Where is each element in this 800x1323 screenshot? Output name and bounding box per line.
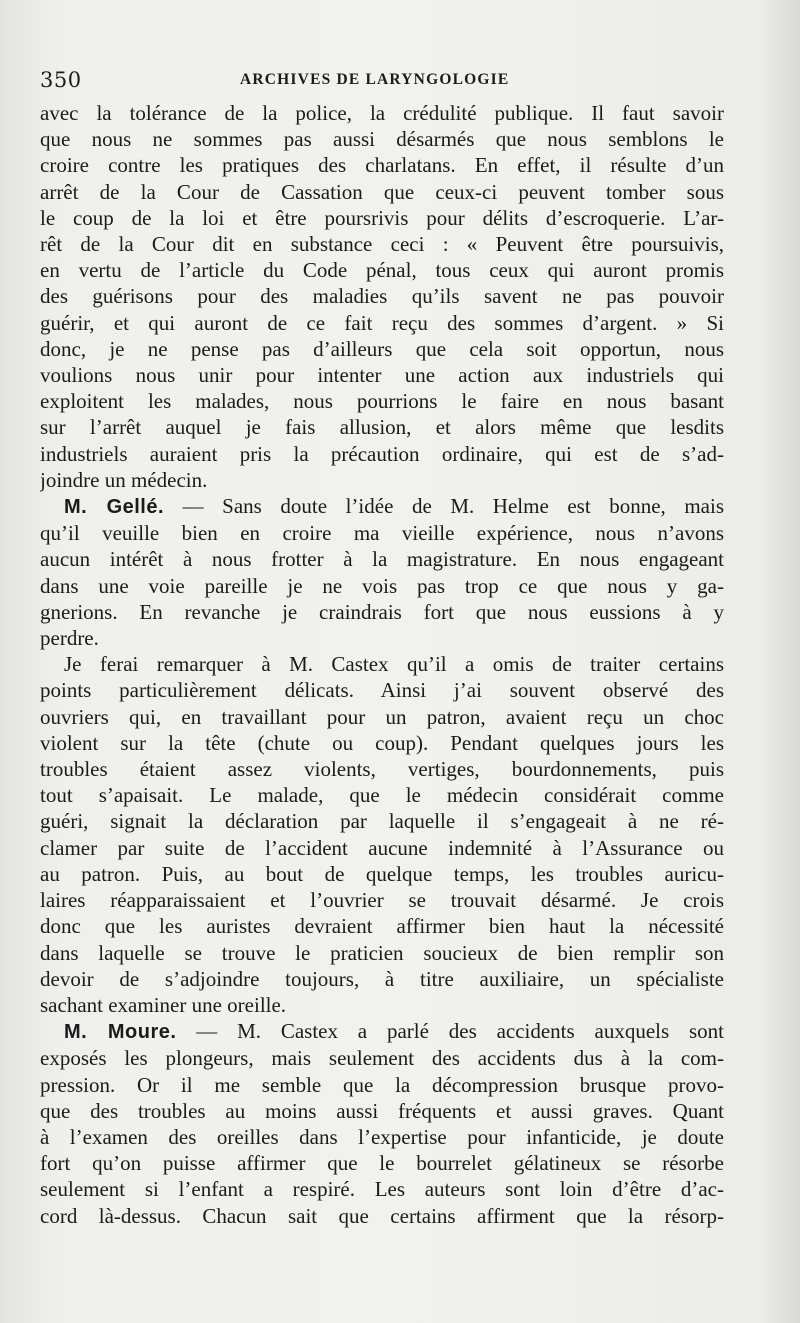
- text-line: croire contre les pratiques des charlatans. En effet, il résulte d’un: [40, 153, 724, 178]
- text-line: seulement si l’enfant a respiré. Les auteurs sont loin d’être d’ac-: [40, 1177, 724, 1202]
- paragraph-3: [40, 651, 724, 1018]
- text-line: au patron. Puis, au bout de quelque temps, les troubles auricu-: [40, 861, 724, 886]
- text-line: donc que les auristes devraient affirmer bien haut la nécessité: [40, 914, 724, 939]
- text-line: guérir, et qui auront de ce fait reçu des sommes d’argent. » Si: [40, 310, 724, 335]
- text-line: sur l’arrêt auquel je fais allusion, et alors même que lesdits: [40, 415, 724, 440]
- text-line: rêt de la Cour dit en substance ceci : « Peuvent être poursuivis,: [40, 232, 724, 257]
- speaker-name: M. Gellé.: [64, 496, 165, 519]
- text-line: que des troubles au moins aussi fréquents et aussi graves. Quant: [40, 1098, 724, 1123]
- text-span: — Sans doute l’idée de M. Helme est bonne, mais: [164, 494, 724, 519]
- paragraph-1: [40, 100, 724, 493]
- text-line: sachant examiner une oreille.: [40, 992, 287, 1017]
- text-line: à l’examen des oreilles dans l’expertise pour infanticide, je doute: [40, 1124, 724, 1149]
- running-title: ARCHIVES DE LARYNGOLOGIE: [240, 71, 510, 88]
- text-line: laires réapparaissaient et l’ouvrier se trouvait désarmé. Je crois: [40, 888, 724, 913]
- text-line: dans une voie pareille je ne vois pas trop ce que nous y ga-: [40, 573, 724, 598]
- text-line: voulions nous unir pour intenter une action aux industriels qui: [40, 363, 724, 388]
- text-line: violent sur la tête (chute ou coup). Pendant quelques jours les: [40, 730, 724, 755]
- page-number: 350: [40, 68, 82, 92]
- text-line: aucun intérêt à nous frotter à la magistrature. En nous engageant: [40, 547, 724, 572]
- paragraph-moure: [40, 1018, 724, 1229]
- text-line: en vertu de l’article du Code pénal, tous ceux qui auront promis: [40, 258, 724, 283]
- text-line: joindre un médecin.: [40, 467, 208, 492]
- text-line: gnerions. En revanche je craindrais fort que nous eussions à y: [40, 599, 724, 624]
- paragraph-gelle: [40, 493, 724, 651]
- text-line: tout s’apaisait. Le malade, que le médecin considérait comme: [40, 783, 724, 808]
- text-line: exploitent les malades, nous pourrions le faire en nous basant: [40, 389, 724, 414]
- text-line: que nous ne sommes pas aussi désarmés que nous semblons le: [40, 127, 724, 152]
- text-line: ouvriers qui, en travaillant pour un patron, avaient reçu un choc: [40, 704, 724, 729]
- text-line: exposés les plongeurs, mais seulement des accidents dus à la com-: [40, 1046, 724, 1071]
- text-line: le coup de la loi et être poursrivis pour délits d’escroquerie. L’ar-: [40, 205, 724, 230]
- text-line: industriels auraient pris la précaution ordinaire, qui est de s’ad-: [40, 441, 724, 466]
- text-line: guéri, signait la déclaration par laquelle il s’engageait à ne ré-: [40, 809, 724, 834]
- text-span: — M. Castex a parlé des accidents auxquels sont: [176, 1019, 724, 1044]
- speaker-line: [40, 1018, 724, 1045]
- text-line: dans laquelle se trouve le praticien soucieux de bien remplir son: [40, 940, 724, 965]
- text-line: avec la tolérance de la police, la crédulité publique. Il faut savoir: [40, 101, 724, 125]
- text-line: Je ferai remarquer à M. Castex qu’il a omis de traiter certains: [64, 652, 724, 677]
- text-line: cord là-dessus. Chacun sait que certains affirment que la résorp-: [40, 1203, 724, 1228]
- text-line: qu’il veuille bien en croire ma vieille expérience, nous n’avons: [40, 521, 724, 546]
- text-line: arrêt de la Cour de Cassation que ceux-ci peuvent tomber sous: [40, 179, 724, 204]
- text-line: fort qu’on puisse affirmer que le bourrelet gélatineux se résorbe: [40, 1151, 724, 1176]
- speaker-line: [40, 493, 724, 520]
- text-line: points particulièrement délicats. Ainsi j’ai souvent observé des: [40, 678, 724, 703]
- book-page: [40, 58, 724, 1229]
- text-line: perdre.: [40, 626, 99, 651]
- text-line: donc, je ne pense pas d’ailleurs que cela soit opportun, nous: [40, 336, 724, 361]
- running-header: [40, 58, 724, 100]
- text-line: devoir de s’adjoindre toujours, à titre auxiliaire, un spécialiste: [40, 966, 724, 991]
- text-line: clamer par suite de l’accident aucune indemnité à l’Assurance ou: [40, 835, 724, 860]
- speaker-name: M. Moure.: [64, 1021, 177, 1044]
- text-line: des guérisons pour des maladies qu’ils savent ne pas pouvoir: [40, 284, 724, 309]
- text-line: troubles étaient assez violents, vertiges, bourdonnements, puis: [40, 757, 724, 782]
- text-line: pression. Or il me semble que la décompression brusque provo-: [40, 1072, 724, 1097]
- body-text: [40, 100, 724, 1229]
